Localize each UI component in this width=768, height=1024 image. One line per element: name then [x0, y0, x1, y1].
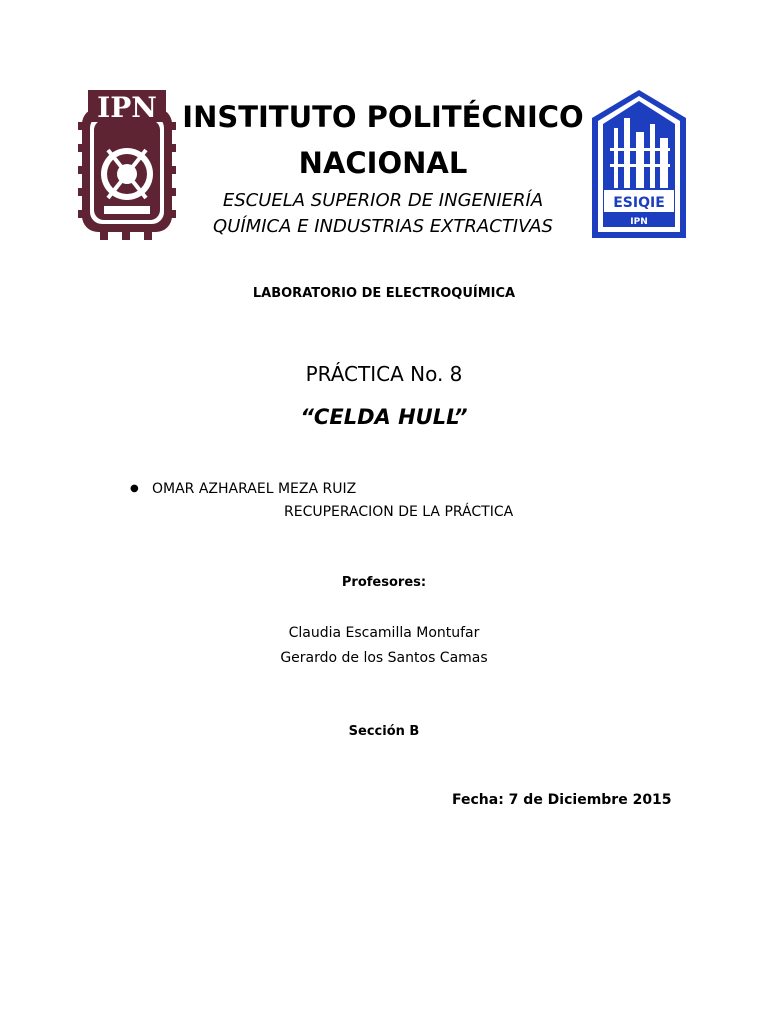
laboratory-name: LABORATORIO DE ELECTROQUÍMICA [252, 286, 516, 301]
svg-text:IPN: IPN [630, 217, 648, 227]
svg-text:ESIQIE: ESIQIE [613, 195, 665, 211]
professor-name: Gerardo de los Santos Camas [280, 650, 488, 666]
school-name [176, 188, 590, 240]
professors-label: Profesores: [341, 575, 427, 590]
svg-text:IPN: IPN [97, 91, 157, 124]
esiqie-shield-icon [590, 88, 688, 240]
bullet-icon: ● [130, 483, 139, 494]
institution-title-line2: NACIONAL [298, 146, 468, 180]
school-name-line2: QUÍMICA E INDUSTRIAS EXTRACTIVAS [213, 216, 553, 237]
institution-title [176, 94, 590, 186]
student-list-item [130, 481, 530, 497]
esiqie-logo [590, 88, 688, 240]
date-label: Fecha: 7 de Diciembre 2015 [452, 792, 672, 808]
practice-topic: “CELDA HULL” [300, 405, 468, 429]
institution-title-line1: INSTITUTO POLITÉCNICO [182, 100, 584, 134]
professor-name: Claudia Escamilla Montufar [288, 625, 480, 641]
recovery-note: RECUPERACION DE LA PRÁCTICA [284, 504, 514, 520]
school-name-line1: ESCUELA SUPERIOR DE INGENIERÍA [222, 190, 544, 211]
practice-number: PRÁCTICA No. 8 [305, 362, 463, 386]
section-label: Sección B [348, 724, 420, 739]
ipn-logo [78, 88, 176, 240]
ipn-seal-icon [78, 88, 176, 240]
student-name: OMAR AZHARAEL MEZA RUIZ [152, 481, 357, 497]
